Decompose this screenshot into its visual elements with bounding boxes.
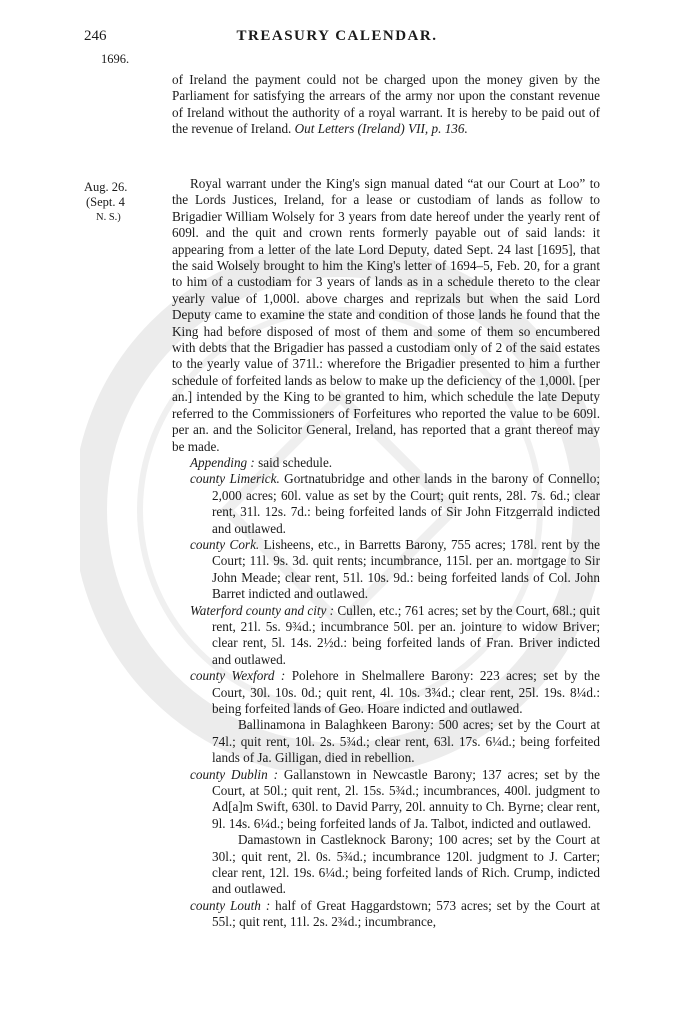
page-number: 246 [84,28,107,44]
county-name: county Cork. [190,536,260,552]
continued-paragraph [172,72,600,138]
appending-text: said schedule. [254,454,333,470]
margin-date [84,180,156,225]
county-name: Waterford county and city : [190,602,335,618]
schedule-entry [172,471,600,537]
schedule-sub-entry: Ballinamona in Balaghkeen Barony: 500 acres; set by the Court at 74l.; quit rent, 10l. 2s. 5¾d.; clear rent, 63l. 17s. 6¼d.; being forfeited lands of Ja. Gilligan, died in rebellion. [212,717,600,766]
appending-label: Appending : [190,454,255,470]
entry-text: Gortnatubridge and other lands in the barony of Connello; 2,000 acres; 60l. value as set by the Court; quit rents, 28l. 7s. 6d.; clear rent, 31l. 12s. 7d.: being forfeited lands of Sir John Fitzgerrald indicted and outlawed. [212,471,601,536]
margin-date-line: (Sept. 4 [86,195,125,209]
schedule-entry [172,668,600,717]
schedule-entry [172,767,600,833]
entry-text: Lisheens, etc., in Barretts Barony, 755 acres; 178l. rent by the Court; 11l. 9s. 3d. quit rents; incumbrance, 115l. per an. mortgage to Sir John Meade; clear rent, 51l. 10s. 9d.: being forfeited lands of Col. John Barret indicted and outlawed. [212,536,600,602]
county-name: county Limerick. [190,471,280,487]
entry-text: half of Great Haggardstown; 573 acres; set by the Court at 55l.; quit rent, 11l. 2s. 2¾d.; incumbrance, [212,897,600,930]
schedule-sub-entry: Damastown in Castleknock Barony; 100 acres; set by the Court at 30l.; quit rent, 2l. 0s. 5¾d.; incumbrance 120l. judgment to J. Carter; clear rent, 12l. 19s. 6¼d.; being forfeited lands of Rich. Crump, indicted and outlawed. [212,832,600,897]
county-name: county Dublin : [190,766,278,782]
warrant-entry [172,176,600,931]
entry-text: Polehore in Shelmallere Barony: 223 acres; set by the Court, 30l. 10s. 0d.; quit rent, 4l. 10s. 3¾d.; clear rent, 25l. 19s. 8¼d.: being forfeited lands of Geo. Hoare indicted and outlawed. [212,668,600,716]
source-reference: Out Letters (Ireland) VII, p. 136. [294,121,468,137]
page-header [0,28,674,50]
entry-text: Gallanstown in Newcastle Barony; 137 acres; set by the Court, at 50l.; quit rent, 2l. 15s. 5¾d.; incumbrances, 400l. judgment to Ad[a]m Swift, 630l. to David Parry, 20l. annuity to Ch. Byrne; clear rent, 9l. 14s. 6¼d.; being forfeited lands of Ja. Talbot, indicted and outlawed. [212,766,600,831]
entry-text: Cullen, etc.; 761 acres; set by the Court, 68l.; quit rent, 21l. 5s. 9¾d.; incumbrance 50l. per an. jointure to widow Briver; clear rent, 5l. 14s. 2½d.: being forfeited lands of Fran. Briver indicted and outlawed. [212,602,601,667]
margin-date-line: Aug. 26. [84,180,128,194]
county-name: county Wexford : [190,668,286,684]
schedule-entry [172,537,600,603]
margin-year: 1696. [101,52,130,66]
schedule-entry [172,898,600,931]
running-title: TREASURY CALENDAR. [236,28,438,44]
margin-date-line: N. S.) [96,212,121,223]
schedule-entry [172,603,600,669]
appending-line [172,455,600,471]
county-name: county Louth : [190,897,271,913]
warrant-text: Royal warrant under the King's sign manual dated “at our Court at Loo” to the Lords Justices, Ireland, for a lease or custodiam of lands as follow to Brigadier William Wolsely for 3 years from date hereof under the yearly rent of 609l. and the quit and crown rents formerly payable out of said lands: it appearing from a letter of the late Lord Deputy, dated Sept. 24 last [1695], that the said Wolsely brought to him the King's letter of 1694–5, Feb. 20, for a grant to him of a custodiam for 3 years of lands as in a schedule thereto to the clear yearly value of 1,000l. above charges and reprizals but when the said Lord Deputy came to examine the state and condition of those lands he found that the King had before disposed of most of them and some of them so encumbered with debts that the Brigadier has passed a custodiam only of 2 of the said estates to the yearly value of 371l.: wherefore the Brigadier presented to him a further schedule of forfeited lands as below to make up the deficiency of the 1,000l. [per an.] intended by the King to be granted to him, which schedule the late Deputy referred to the Commissioners of Forfeitures who reported the value to be 609l. per an. and the Solicitor General, Ireland, has reported that a grant thereof may be made. [172,176,600,454]
paragraph-text: of Ireland the payment could not be charged upon the money given by the Parliament for satisfying the arrears of the army nor upon the constant revenue of Ireland without the authority of a royal warrant. It is hereby to be paid out of the revenue of Ireland. [172,72,600,137]
